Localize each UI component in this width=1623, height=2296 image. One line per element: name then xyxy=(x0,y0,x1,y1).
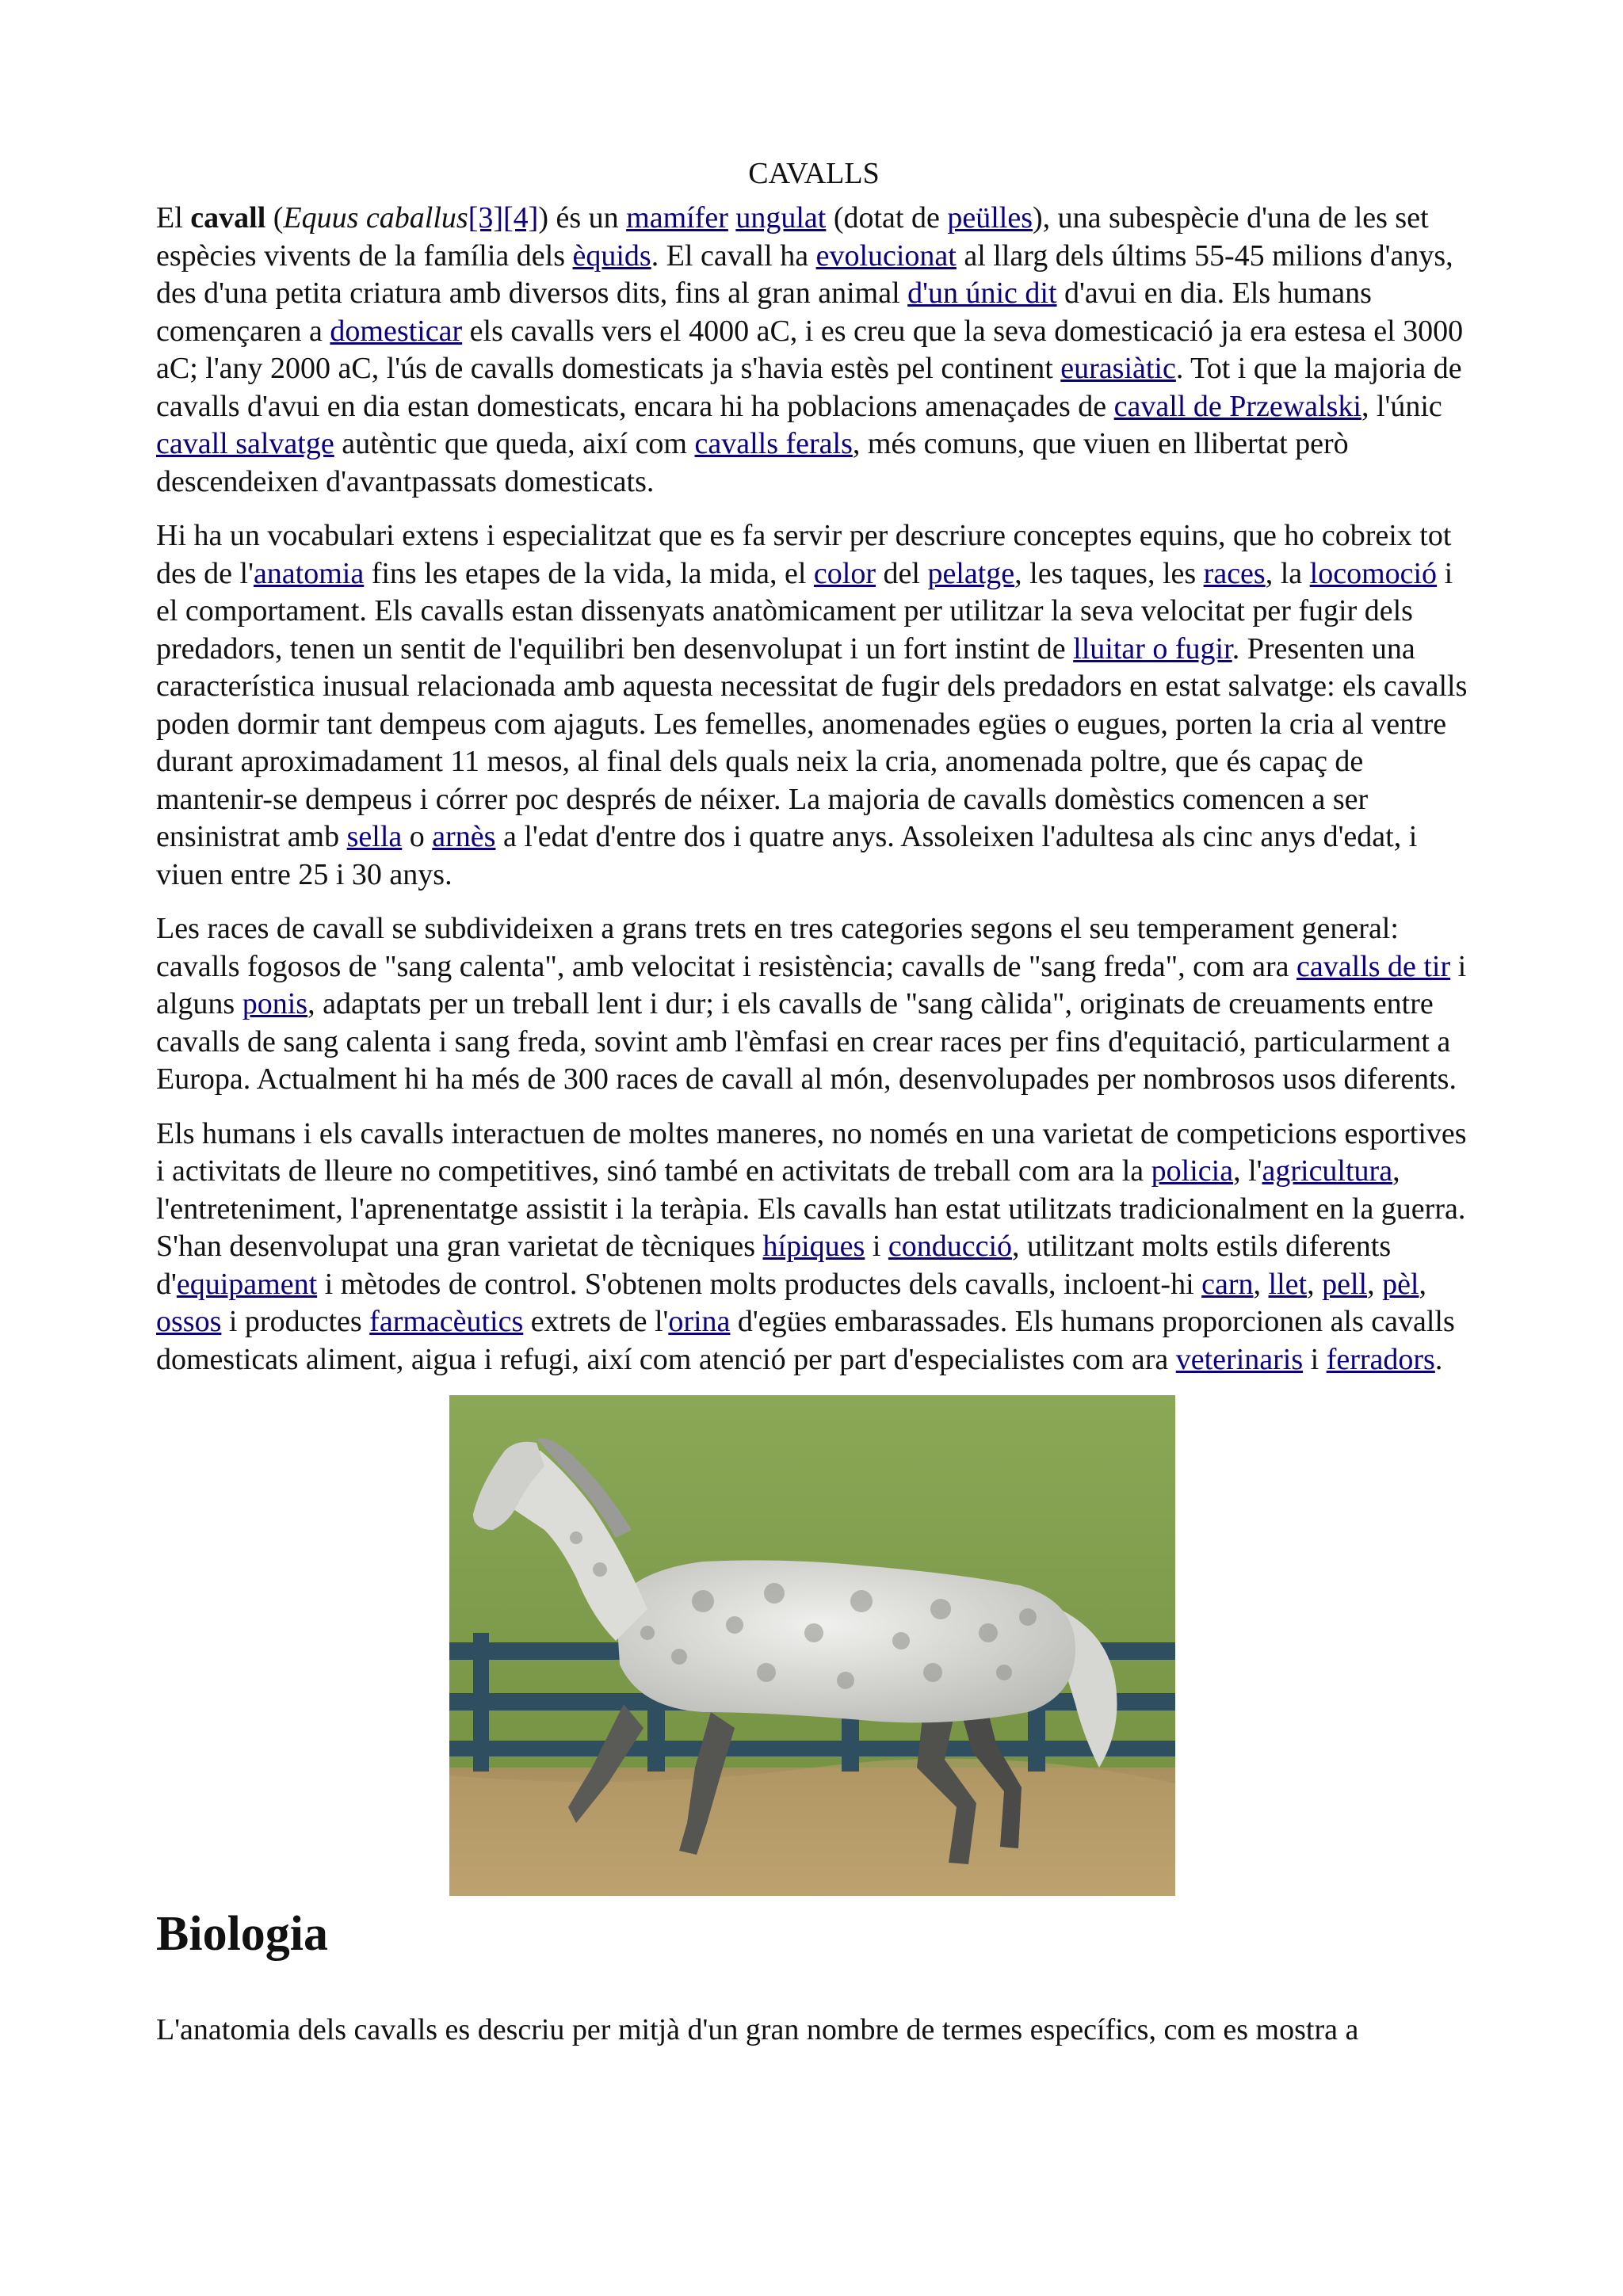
link-equids[interactable]: èquids xyxy=(572,238,651,273)
link-cavalls-ferals[interactable]: cavalls ferals xyxy=(694,427,853,460)
text-run: , la xyxy=(1265,556,1310,590)
biology-paragraph xyxy=(156,2012,1472,2050)
text-run: fins les etapes de la vida, la mida, el xyxy=(364,556,814,590)
link-ossos[interactable]: ossos xyxy=(156,1305,222,1338)
text-run: al llarg dels últims 55-45 milions d'anys, des d'una petita criatura amb diversos dits, fins al gran animal xyxy=(156,238,1453,310)
text-run: , l'entreteniment, l'aprenentatge assistit i la teràpia. Els cavalls han estat utilitzats tradicionalment en la guerra. S'han desenvolupat una gran varietat de tècniques xyxy=(156,1154,1466,1263)
link-lluitar-o-fugir[interactable]: lluitar o fugir xyxy=(1073,631,1232,666)
text-run: els cavalls vers el 4000 aC, i es creu que la seva domesticació ja era estesa el 3000 aC; l'any 2000 aC, l'ús de cavalls domesticats ja s'havia estès pel continent xyxy=(156,314,1464,385)
vocabulary-paragraph xyxy=(156,517,1472,894)
horse-photo xyxy=(449,1395,1175,1896)
text-run: . Tot i que la majoria de cavalls d'avui en dia estan domesticats, encara hi ha poblacions amenaçades de xyxy=(156,352,1462,423)
horse-photo-illustration xyxy=(449,1395,1175,1896)
link-anatomia[interactable]: anatomia xyxy=(253,556,365,590)
text-run: autèntic que queda, així com xyxy=(334,427,695,460)
text-run: a l'edat d'entre dos i quatre anys. Assoleixen l'adultesa als cinc anys d'edat, i viuen entre 25 i 30 anys. xyxy=(156,820,1418,891)
reference-link[interactable]: [4] xyxy=(503,201,539,235)
reference-link[interactable]: [3] xyxy=(468,201,504,235)
link-equipament[interactable]: equipament xyxy=(176,1267,318,1301)
link-farmaceutics[interactable]: farmacèutics xyxy=(369,1305,524,1338)
text-run: d'egües embarassades. Els humans proporcionen als cavalls domesticats aliment, aigua i refugi, així com atenció per part d'especialistes com ara xyxy=(156,1305,1455,1376)
link-locomocio[interactable]: locomoció xyxy=(1309,556,1438,590)
page-title: CAVALLS xyxy=(748,157,880,190)
link-ponis[interactable]: ponis xyxy=(242,987,308,1020)
breeds-paragraph xyxy=(156,910,1472,1099)
horse-body xyxy=(616,1560,1075,1722)
text-run: i xyxy=(865,1230,888,1263)
link-cavall-salvatge[interactable]: cavall salvatge xyxy=(156,427,334,460)
text-run: , adaptats per un treball lent i dur; i els cavalls de "sang càlida", originats de creuaments entre cavalls de sang calenta i sang freda, sovint amb l'èmfasi en crear races per fins d'equitació, particularment a Europa. Actualment hi ha més de 300 races de cavall al món, desenvolupades per nombrosos usos diferents. xyxy=(156,987,1457,1096)
text-run: i xyxy=(1303,1342,1327,1376)
text-run xyxy=(728,201,736,235)
text-run: El xyxy=(156,201,191,235)
text-run: . El cavall ha xyxy=(651,238,816,273)
text-run: i el comportament. Els cavalls estan dissenyats anatòmicament per utilitzar la seva velocitat per fugir dels predadors, tenen un sentit de l'equilibri ben desenvolupat i un fort instint de xyxy=(156,556,1453,666)
text-run: del xyxy=(876,556,928,590)
text-run: , xyxy=(1253,1267,1269,1301)
humans-paragraph xyxy=(156,1116,1472,1379)
link-evolucionat[interactable]: evolucionat xyxy=(815,238,957,273)
link-cavalls-de-tir[interactable]: cavalls de tir xyxy=(1296,949,1451,983)
text-run: o xyxy=(402,820,433,853)
link-pell[interactable]: pell xyxy=(1322,1267,1368,1301)
text-run: . xyxy=(1434,1342,1443,1376)
link-ungulat[interactable]: ungulat xyxy=(735,201,827,235)
text-run: L'anatomia dels cavalls es descriu per mitjà d'un gran nombre de termes específics, com es mostra a xyxy=(156,2013,1359,2046)
text-run: ) és un xyxy=(538,201,627,235)
text-run: (dotat de xyxy=(826,201,948,235)
link-unic-dit[interactable]: d'un únic dit xyxy=(907,277,1057,310)
text-run: , xyxy=(1419,1267,1426,1301)
text-run: , l' xyxy=(1233,1154,1262,1188)
text-run: Hi ha un vocabulari extens i especialitzat que es fa servir per descriure conceptes equins, que ho cobreix tot des de l' xyxy=(156,519,1452,590)
text-run: Les races de cavall se subdivideixen a grans trets en tres categories segons el seu temperament general: cavalls fogosos de "sang calenta", amb velocitat i resistència; cavalls de "sang freda", com ara xyxy=(156,912,1399,983)
text-run: , l'únic xyxy=(1361,389,1442,423)
link-eurasiatic[interactable]: eurasiàtic xyxy=(1060,352,1176,385)
text-run: i alguns xyxy=(156,949,1467,1020)
link-pelatge[interactable]: pelatge xyxy=(927,556,1015,590)
link-llet[interactable]: llet xyxy=(1268,1267,1308,1301)
text-run: ), una subespècie d'una de les set espècies vivents de la família dels xyxy=(156,201,1429,273)
text-run: , xyxy=(1367,1267,1383,1301)
link-ferradors[interactable]: ferradors xyxy=(1326,1342,1435,1376)
document-body xyxy=(156,152,1472,2050)
bold-term: cavall xyxy=(190,201,266,235)
text-run: i mètodes de control. S'obtenen molts productes dels cavalls, incloent-hi xyxy=(317,1267,1202,1301)
link-arnes[interactable]: arnès xyxy=(432,820,496,853)
text-run: , utilitzant molts estils diferents d' xyxy=(156,1230,1392,1301)
link-conduccio[interactable]: conducció xyxy=(888,1230,1013,1263)
link-mamifer[interactable]: mamífer xyxy=(626,201,728,235)
scientific-name: Equus caballus xyxy=(283,201,468,235)
text-run: Els humans i els cavalls interactuen de moltes maneres, no només en una varietat de competicions esportives i activitats de lleure no competitives, sinó també en activitats de treball com ara la xyxy=(156,1116,1467,1188)
intro-paragraph xyxy=(156,200,1472,501)
link-agricultura[interactable]: agricultura xyxy=(1262,1154,1393,1188)
link-veterinaris[interactable]: veterinaris xyxy=(1175,1342,1304,1376)
link-races[interactable]: races xyxy=(1203,556,1266,590)
text-run: ( xyxy=(265,201,284,235)
text-run: i productes xyxy=(221,1305,370,1338)
text-run: , les taques, les xyxy=(1014,556,1204,590)
link-pel[interactable]: pèl xyxy=(1382,1267,1419,1301)
link-sella[interactable]: sella xyxy=(346,820,403,853)
section-heading-biologia: Biologia xyxy=(156,1907,329,1961)
link-policia[interactable]: policia xyxy=(1151,1154,1234,1188)
link-hipiques[interactable]: hípiques xyxy=(762,1230,865,1263)
text-run: d'avui en dia. Els humans començaren a xyxy=(156,277,1372,348)
text-run: extrets de l' xyxy=(523,1305,669,1338)
link-domesticar[interactable]: domesticar xyxy=(330,314,463,348)
link-peulles[interactable]: peülles xyxy=(947,201,1033,235)
text-run: , xyxy=(1307,1267,1323,1301)
link-orina[interactable]: orina xyxy=(668,1305,731,1338)
text-run: . Presenten una característica inusual relacionada amb aquesta necessitat de fugir dels predadors en estat salvatge: els cavalls poden dormir tant dempeus com ajaguts. Les femelles, anomenades egües o eugues, porten la cria al ventre durant aproximadament 11 mesos, al final dels quals neix la cria, anomenada poltre, que és capaç de mantenir-se dempeus i córrer poc després de néixer. La majoria de cavalls domèstics comencen a ser ensinistrat amb xyxy=(156,631,1468,853)
link-carn[interactable]: carn xyxy=(1201,1267,1254,1301)
text-run: , més comuns, que viuen en llibertat però descendeixen d'avantpassats domesticats. xyxy=(156,427,1349,498)
link-color[interactable]: color xyxy=(813,556,876,590)
link-cavall-przewalski[interactable]: cavall de Przewalski xyxy=(1113,389,1361,423)
